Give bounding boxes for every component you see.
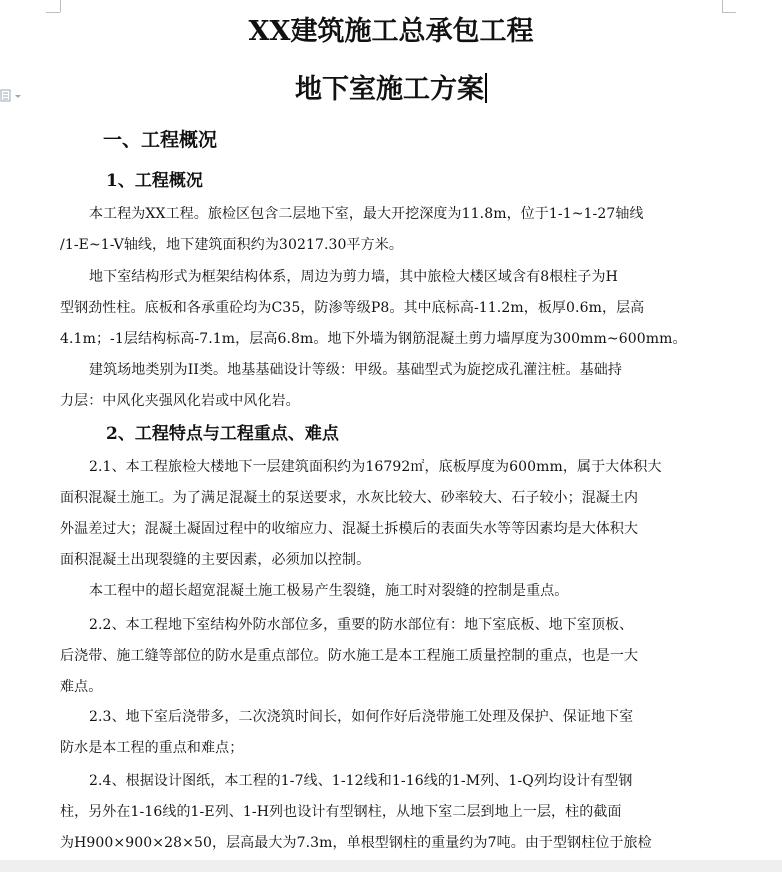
section-heading-key-points: 2、工程特点与工程重点、难点 xyxy=(106,424,339,444)
document-title-line-2[interactable] xyxy=(0,72,782,108)
paragraph-line: 后浇带、施工缝等部位的防水是重点部位。防水施工是本工程施工质量控制的重点，也是一大 xyxy=(60,648,639,664)
paragraph-line: 建筑场地类别为II类。地基基础设计等级：甲级。基础型式为旋挖成孔灌注桩。基础持 xyxy=(89,362,622,378)
paragraph-line: 地下室结构形式为框架结构体系，周边为剪力墙，其中旅检大楼区域含有8根柱子为H xyxy=(89,269,618,285)
paragraph-line: 4.1m；-1层结构标高-7.1m，层高6.8m。地下外墙为钢筋混凝土剪力墙厚度为300mm~600mm。 xyxy=(60,331,687,347)
paragraph-line: 柱，另外在1-16线的1-E列、1-H列也设计有型钢柱，从地下室二层到地上一层，柱的截面 xyxy=(60,804,622,820)
document-title-line-2-text: 地下室施工方案 xyxy=(295,74,484,105)
paragraph-line: 面积混凝土施工。为了满足混凝土的泵送要求，水灰比较大、砂率较大、石子较小；混凝土内 xyxy=(60,490,639,506)
paragraph-line: 为H900×900×28×50，层高最大为7.3m，单根型钢柱的重量约为7吨。由于型钢柱位于旅检 xyxy=(60,835,652,851)
crop-mark-top-left-horizontal xyxy=(46,12,60,13)
chapter-heading: 一、工程概况 xyxy=(103,129,218,151)
paragraph-line: /1-E~1-V轴线，地下建筑面积约为30217.30平方米。 xyxy=(60,237,403,253)
text-cursor xyxy=(485,73,487,103)
paragraph-line: 难点。 xyxy=(60,679,103,695)
page-bottom-edge xyxy=(0,860,782,872)
crop-mark-top-left-vertical xyxy=(60,0,61,12)
paragraph-line: 型钢劲性柱。底板和各承重砼均为C35，防渗等级P8。其中底标高-11.2m，板厚0.6m，层高 xyxy=(60,300,645,316)
paragraph-line: 2.2、本工程地下室结构外防水部位多，重要的防水部位有：地下室底板、地下室顶板、 xyxy=(89,617,634,633)
crop-mark-top-right-vertical xyxy=(722,0,723,12)
paragraph-line: 外温差过大；混凝土凝固过程中的收缩应力、混凝土拆模后的表面失水等等因素均是大体积大 xyxy=(60,521,639,537)
document-title-line-1 xyxy=(0,14,782,50)
paragraph-line: 力层：中风化夹强风化岩或中风化岩。 xyxy=(60,393,300,409)
crop-mark-top-right-horizontal xyxy=(722,12,736,13)
paragraph-line: 2.3、地下室后浇带多，二次浇筑时间长，如何作好后浇带施工处理及保护、保证地下室 xyxy=(89,709,634,725)
paragraph-line: 2.1、本工程旅检大楼地下一层建筑面积约为16792㎡，底板厚度为600mm，属于大体积大 xyxy=(89,459,662,475)
paragraph-line: 本工程中的超长超宽混凝土施工极易产生裂缝，施工时对裂缝的控制是重点。 xyxy=(89,583,569,599)
paragraph-line: 面积混凝土出现裂缝的主要因素，必须加以控制。 xyxy=(60,552,371,568)
paragraph-line: 2.4、根据设计图纸，本工程的1-7线、1-12线和1-16线的1-M列、1-Q列均设计有型钢 xyxy=(89,773,633,789)
paragraph-line: 本工程为XX工程。旅检区包含二层地下室，最大开挖深度为11.8m，位于1-1~1-27轴线 xyxy=(89,206,644,222)
paragraph-line: 防水是本工程的重点和难点； xyxy=(60,740,244,756)
document-title-line-1-text: XX建筑施工总承包工程 xyxy=(248,16,534,47)
section-heading-overview: 1、工程概况 xyxy=(106,171,203,191)
